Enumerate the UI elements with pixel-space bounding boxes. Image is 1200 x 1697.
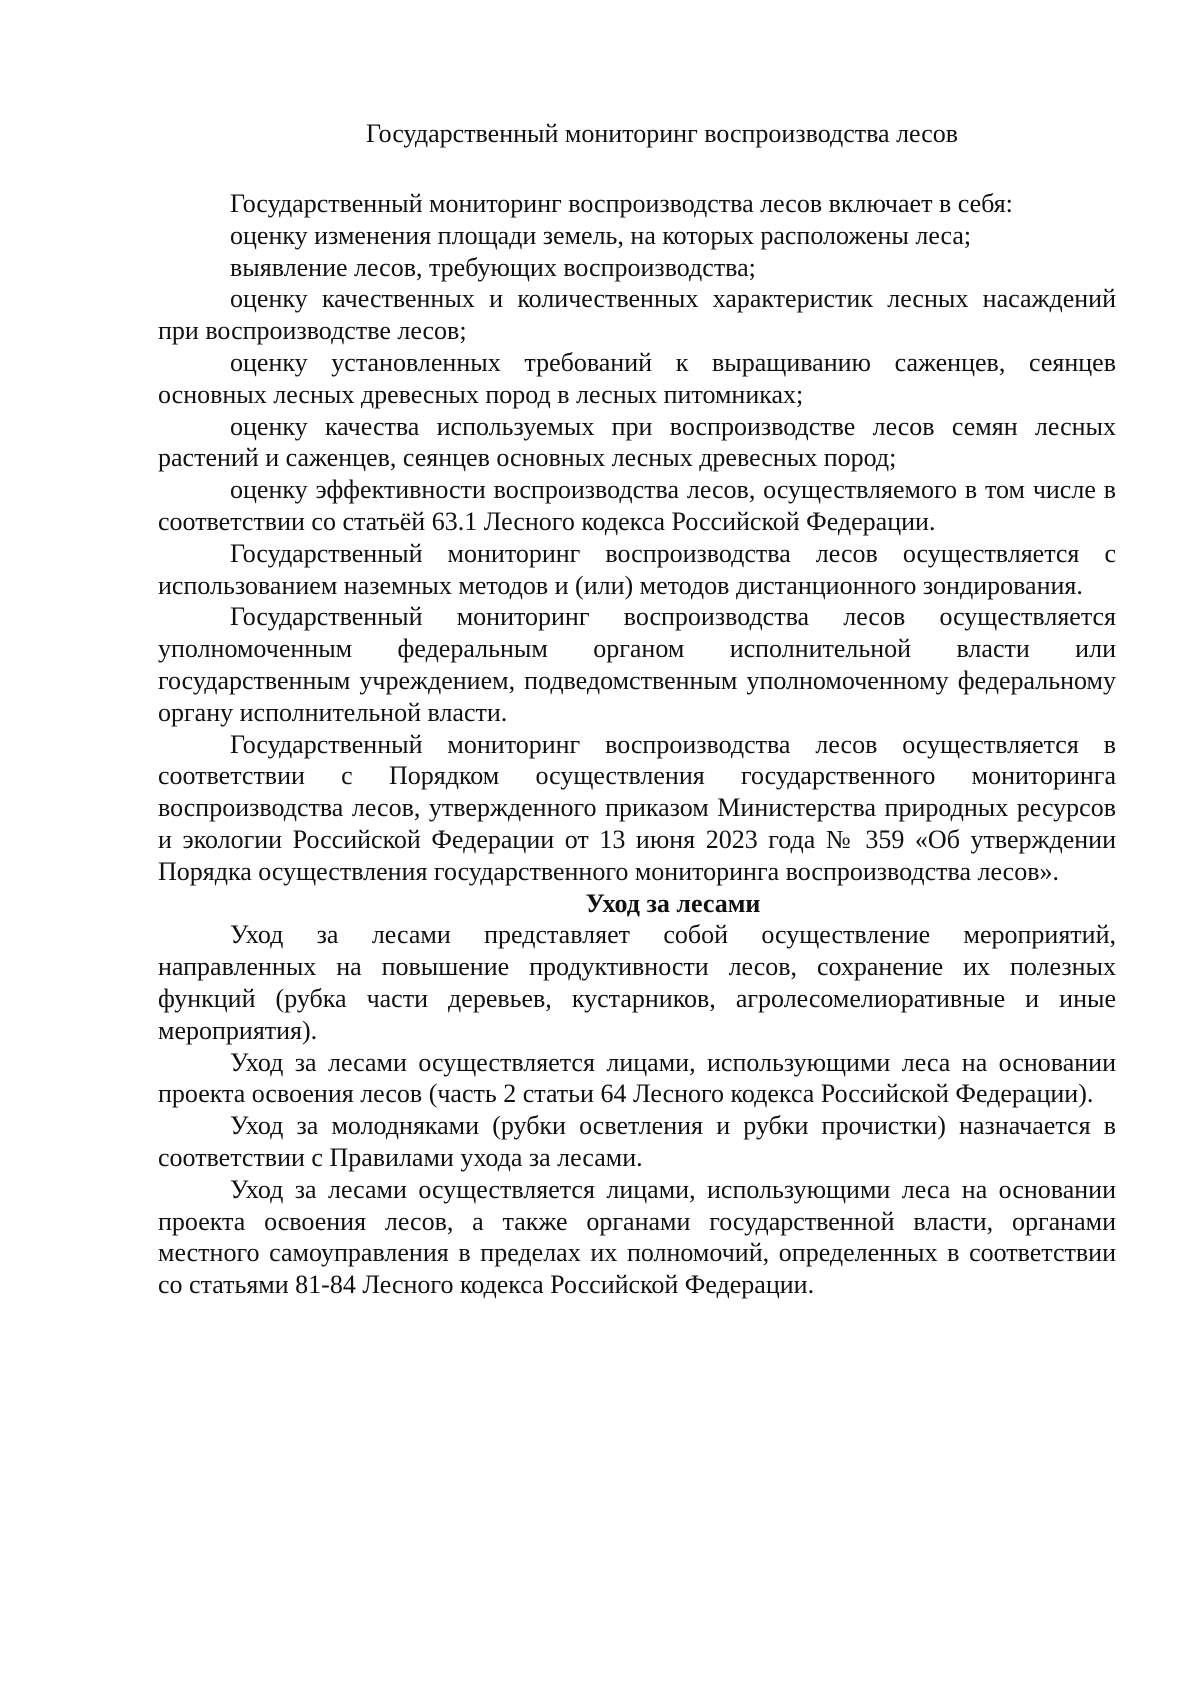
paragraph: Уход за лесами осуществляется лицами, использующими леса на основании проекта освоения лесов (часть 2 статьи 64 Лесного кодекса Российской Федерации). <box>158 1047 1116 1109</box>
paragraph: Государственный мониторинг воспроизводства лесов включает в себя: <box>230 189 1013 218</box>
paragraph: оценку качественных и количественных характеристик лесных насаждений при воспроизводстве лесов; <box>158 284 1116 346</box>
document-body <box>158 188 1116 1301</box>
paragraph: Государственный мониторинг воспроизводства лесов осуществляется в соответствии с Порядком осуществления государственного мониторинга воспроизводства лесов, утвержденного приказом Министерства природных ресурсов и экологии Российской Федерации от 13 июня 2023 года № 359 «Об утверждении Порядка осуществления государственного мониторинга воспроизводства лесов». <box>158 729 1116 886</box>
paragraph: Государственный мониторинг воспроизводства лесов осуществляется уполномоченным федеральным органом исполнительной власти или государственным учреждением, подведомственным уполномоченному федеральному органу исполнительной власти. <box>158 602 1116 727</box>
section-heading: Уход за лесами <box>585 888 761 918</box>
paragraph: Государственный мониторинг воспроизводства лесов осуществляется с использованием наземных методов и (или) методов дистанционного зондирования. <box>158 538 1116 600</box>
paragraph: оценку изменения площади земель, на которых расположены леса; <box>230 220 972 250</box>
document-title: Государственный мониторинг воспроизводства лесов <box>365 119 959 148</box>
paragraph: оценку эффективности воспроизводства лесов, осуществляемого в том числе в соответствии со статьёй 63.1 Лесного кодекса Российской Федерации. <box>158 475 1116 536</box>
paragraph: оценку установленных требований к выращиванию саженцев, сеянцев основных лесных древесных пород в лесных питомниках; <box>158 347 1116 409</box>
paragraph: Уход за лесами представляет собой осуществление мероприятий, направленных на повышение продуктивности лесов, сохранение их полезных функций (рубка части деревьев, кустарников, агролесомелиоративные и иные мероприятия). <box>158 920 1116 1045</box>
paragraph: Уход за лесами осуществляется лицами, использующими леса на основании проекта освоения лесов, а также органами государственной власти, органами местного самоуправления в пределах их полномочий, определенных в соответствии со статьями 81-84 Лесного кодекса Российской Федерации. <box>158 1174 1116 1300</box>
paragraph: выявление лесов, требующих воспроизводства; <box>230 252 756 282</box>
paragraph: оценку качества используемых при воспроизводстве лесов семян лесных растений и саженцев, сеянцев основных лесных древесных пород; <box>158 411 1116 473</box>
document-page <box>158 118 1116 1301</box>
paragraph: Уход за молодняками (рубки осветления и рубки прочистки) назначается в соответствии с Правилами ухода за лесами. <box>158 1111 1116 1172</box>
